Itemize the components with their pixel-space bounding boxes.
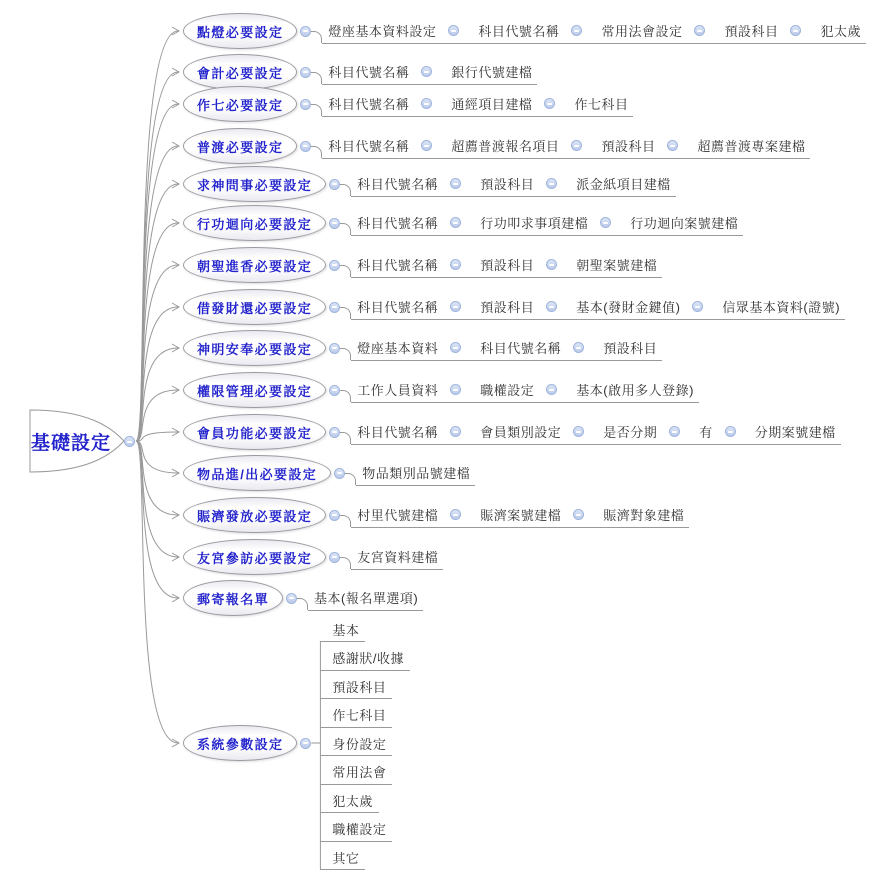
branch-node-label: 系統參數設定 [197, 736, 284, 752]
branch-node-label: 作七必要設定 [197, 97, 284, 113]
branch-node[interactable] [183, 414, 326, 450]
child-node[interactable]: 科目代號名稱 [328, 139, 410, 154]
collapse-icon[interactable] [329, 385, 340, 396]
branch-child-connector [311, 72, 322, 84]
child-node[interactable]: 科目代號名稱 [480, 341, 562, 356]
minus-glyph [576, 514, 581, 516]
collapse-icon[interactable] [450, 342, 461, 353]
collapse-icon[interactable] [790, 25, 801, 36]
child-node[interactable]: 預設科目 [601, 139, 656, 154]
collapse-icon[interactable] [571, 25, 582, 36]
minus-glyph [332, 264, 337, 266]
child-node[interactable]: 信眾基本資料(證號) [722, 300, 841, 315]
branch-children [351, 253, 662, 278]
minus-glyph [332, 431, 337, 433]
collapse-icon[interactable] [667, 140, 678, 151]
minus-glyph [549, 389, 554, 391]
collapse-icon[interactable] [546, 259, 557, 270]
branch-node-label: 友宮參訪必要設定 [197, 550, 313, 566]
branch-child-connector [340, 265, 351, 277]
child-node[interactable]: 作七科目 [320, 703, 392, 728]
branch-child-connector [340, 515, 351, 527]
collapse-icon[interactable] [300, 26, 311, 37]
minus-glyph [424, 103, 429, 105]
minus-glyph [303, 71, 308, 73]
minus-glyph [453, 306, 458, 308]
minus-glyph [549, 264, 554, 266]
branch-node[interactable] [183, 86, 297, 122]
branch-row [183, 247, 662, 283]
branch-node[interactable] [183, 372, 326, 408]
branch-node[interactable] [183, 580, 283, 616]
minus-glyph [574, 145, 579, 147]
minus-glyph [303, 742, 308, 744]
branch-node-label: 行功迴向必要設定 [197, 216, 313, 232]
collapse-icon[interactable] [329, 427, 340, 438]
child-node[interactable]: 分期案號建檔 [754, 425, 836, 440]
minus-glyph [695, 306, 700, 308]
collapse-icon[interactable] [329, 302, 340, 313]
branch-row [183, 725, 311, 761]
child-node[interactable]: 職權設定 [480, 383, 535, 398]
child-node[interactable]: 通經項目建檔 [451, 97, 533, 112]
collapse-icon[interactable] [300, 67, 311, 78]
child-node[interactable]: 科目代號名稱 [328, 97, 410, 112]
child-node[interactable]: 科目代號名稱 [478, 24, 560, 39]
branch-node-label: 會計必要設定 [197, 65, 284, 81]
child-node[interactable]: 賑濟對象建檔 [603, 508, 685, 523]
collapse-icon[interactable] [329, 260, 340, 271]
branch-children [351, 295, 845, 320]
branch-row [183, 128, 810, 164]
minus-glyph [303, 30, 308, 32]
branch-node[interactable] [183, 205, 326, 241]
branch-row [183, 497, 689, 533]
branch-node-label: 郵寄報名單 [197, 591, 270, 607]
minus-glyph [303, 145, 308, 147]
collapse-icon[interactable] [692, 301, 703, 312]
branch-node-label: 賑濟發放必要設定 [197, 508, 313, 524]
minus-glyph [453, 514, 458, 516]
collapse-icon[interactable] [544, 98, 555, 109]
minus-glyph [547, 103, 552, 105]
collapse-icon[interactable] [450, 509, 461, 520]
branch-node-label: 點燈必要設定 [197, 24, 284, 40]
branch-row [183, 86, 633, 122]
branch-child-connector [311, 104, 322, 116]
child-node[interactable]: 基本(啟用多人登錄) [576, 383, 694, 398]
branch-node[interactable] [183, 13, 297, 49]
child-node[interactable]: 身份設定 [320, 731, 392, 756]
minus-glyph [453, 264, 458, 266]
collapse-icon[interactable] [286, 593, 297, 604]
minus-glyph [332, 389, 337, 391]
minus-glyph [337, 472, 342, 474]
branch-children [322, 134, 810, 159]
branch-row [183, 205, 743, 241]
collapse-icon[interactable] [573, 342, 584, 353]
minus-glyph [289, 597, 294, 599]
child-node[interactable]: 村里代號建檔 [357, 508, 439, 523]
child-node[interactable]: 職權設定 [320, 817, 392, 842]
collapse-icon[interactable] [450, 217, 461, 228]
collapse-icon[interactable] [450, 384, 461, 395]
branch-children [351, 420, 841, 445]
branch-child-connector [340, 432, 351, 444]
minus-glyph [793, 30, 798, 32]
collapse-icon[interactable] [300, 738, 311, 749]
child-node[interactable]: 燈座基本資料 [357, 341, 439, 356]
child-node[interactable]: 賑濟案號建檔 [480, 508, 562, 523]
branch-children [356, 461, 475, 486]
minus-glyph [697, 30, 702, 32]
branch-child-connector [311, 146, 322, 158]
collapse-icon[interactable] [573, 426, 584, 437]
collapse-icon[interactable] [421, 66, 432, 77]
branch-row [183, 166, 676, 202]
branch-node[interactable] [183, 497, 326, 533]
branch-node-label: 權限管理必要設定 [197, 383, 313, 399]
collapse-icon[interactable] [450, 426, 461, 437]
child-node[interactable]: 行功叩求事項建檔 [480, 216, 589, 231]
minus-glyph [332, 556, 337, 558]
minus-glyph [303, 103, 308, 105]
minus-glyph [549, 183, 554, 185]
collapse-icon[interactable] [450, 178, 461, 189]
branch-child-connector [340, 184, 351, 196]
branch-node-label: 會員功能必要設定 [197, 425, 313, 441]
branch-row [183, 455, 475, 491]
collapse-icon[interactable] [421, 140, 432, 151]
minus-glyph [728, 431, 733, 433]
branch-node[interactable] [183, 247, 326, 283]
branch-children [351, 378, 699, 403]
branch-node-label: 神明安奉必要設定 [197, 341, 313, 357]
child-node[interactable]: 科目代號名稱 [357, 258, 439, 273]
collapse-icon[interactable] [329, 552, 340, 563]
branch-children [351, 545, 443, 570]
branch-node[interactable] [183, 330, 326, 366]
branch-node-label: 朝聖進香必要設定 [197, 258, 313, 274]
collapse-icon[interactable] [329, 510, 340, 521]
collapse-icon[interactable] [725, 426, 736, 437]
minus-glyph [576, 431, 581, 433]
collapse-icon[interactable] [329, 343, 340, 354]
child-node[interactable]: 有 [699, 425, 713, 440]
branch-children [322, 92, 633, 117]
branch-children [351, 211, 743, 236]
minus-glyph [453, 222, 458, 224]
minus-glyph [451, 30, 456, 32]
collapse-icon[interactable] [448, 25, 459, 36]
child-node[interactable]: 其它 [320, 845, 365, 870]
minus-glyph [574, 30, 579, 32]
branch-node[interactable] [183, 539, 326, 575]
branch-child-connector [340, 557, 351, 569]
collapse-icon[interactable] [546, 178, 557, 189]
collapse-icon[interactable] [334, 468, 345, 479]
branch-row [183, 289, 845, 325]
minus-glyph [424, 71, 429, 73]
branch-node[interactable] [183, 455, 331, 491]
minus-glyph [672, 431, 677, 433]
child-node[interactable]: 常用法會設定 [601, 24, 683, 39]
collapse-icon[interactable] [329, 218, 340, 229]
minus-glyph [453, 431, 458, 433]
branch-node-label: 普渡必要設定 [197, 139, 284, 155]
child-node[interactable]: 物品類別品號建檔 [362, 466, 471, 481]
branch-row [183, 539, 443, 575]
branch-child-connector [340, 390, 351, 402]
minus-glyph [453, 347, 458, 349]
branch-node-label: 求神問事必要設定 [197, 177, 313, 193]
branch-node[interactable] [183, 128, 297, 164]
child-node[interactable]: 銀行代號建檔 [451, 65, 533, 80]
child-node[interactable]: 作七科目 [574, 97, 629, 112]
branch-row [183, 372, 699, 408]
branch-child-connector [340, 307, 351, 319]
child-node[interactable]: 是否分期 [603, 425, 658, 440]
branch-children [322, 19, 866, 44]
minus-glyph [670, 145, 675, 147]
child-node[interactable]: 感謝狀/收據 [320, 646, 410, 671]
collapse-icon[interactable] [669, 426, 680, 437]
minus-glyph [453, 183, 458, 185]
child-node[interactable]: 行功迴向案號建檔 [630, 216, 739, 231]
collapse-icon[interactable] [300, 99, 311, 110]
child-node[interactable]: 科目代號名稱 [357, 216, 439, 231]
branch-child-connector [345, 473, 356, 485]
minus-glyph [332, 347, 337, 349]
child-node[interactable]: 基本 [320, 617, 365, 642]
branch-node[interactable] [183, 166, 326, 202]
child-node[interactable]: 預設科目 [480, 177, 535, 192]
minus-glyph [332, 222, 337, 224]
collapse-icon[interactable] [329, 179, 340, 190]
child-node[interactable]: 友宮資料建檔 [357, 550, 439, 565]
collapse-icon[interactable] [573, 509, 584, 520]
child-node[interactable]: 科目代號名稱 [357, 177, 439, 192]
child-node[interactable]: 科目代號名稱 [328, 65, 410, 80]
collapse-icon[interactable] [450, 259, 461, 270]
collapse-icon[interactable] [571, 140, 582, 151]
minus-glyph [127, 441, 132, 443]
child-node[interactable]: 預設科目 [480, 258, 535, 273]
child-node[interactable]: 科目代號名稱 [357, 300, 439, 315]
collapse-icon[interactable] [600, 217, 611, 228]
child-node[interactable]: 預設科目 [724, 24, 779, 39]
branch-node-label: 物品進/出必要設定 [197, 466, 318, 482]
minus-glyph [576, 347, 581, 349]
branch-row [183, 330, 662, 366]
minus-glyph [332, 183, 337, 185]
child-node[interactable]: 會員類別設定 [480, 425, 562, 440]
child-node[interactable]: 燈座基本資料設定 [328, 24, 437, 39]
branch-row [183, 13, 866, 49]
child-node[interactable]: 超薦普渡報名項目 [451, 139, 560, 154]
child-node[interactable]: 常用法會 [320, 760, 392, 785]
branch-child-connector [340, 348, 351, 360]
child-node[interactable]: 科目代號名稱 [357, 425, 439, 440]
collapse-icon[interactable] [421, 98, 432, 109]
branch-row [183, 580, 423, 616]
child-node[interactable]: 犯太歲 [320, 788, 379, 813]
collapse-icon[interactable] [546, 384, 557, 395]
minus-glyph [603, 222, 608, 224]
child-node[interactable]: 朝聖案號建檔 [576, 258, 658, 273]
branch-children [322, 60, 537, 85]
child-node[interactable]: 預設科目 [480, 300, 535, 315]
branch-row [183, 54, 537, 90]
child-node[interactable]: 基本(發財金鍵值) [576, 300, 681, 315]
collapse-icon[interactable] [124, 436, 135, 447]
branch-node[interactable] [183, 54, 297, 90]
root-node-label: 基礎設定 [31, 432, 112, 454]
branch-row [183, 414, 841, 450]
branch-children [351, 172, 676, 197]
branch-child-connector [340, 223, 351, 235]
branch-children [351, 503, 689, 528]
branch-children [308, 586, 423, 611]
branch-child-connector [311, 31, 322, 43]
minus-glyph [549, 306, 554, 308]
minus-glyph [332, 306, 337, 308]
child-node[interactable]: 預設科目 [320, 674, 392, 699]
collapse-icon[interactable] [300, 141, 311, 152]
collapse-icon[interactable] [450, 301, 461, 312]
child-node[interactable]: 預設科目 [603, 341, 658, 356]
collapse-icon[interactable] [546, 301, 557, 312]
child-node[interactable]: 犯太歲 [820, 24, 861, 39]
child-node[interactable]: 基本(報名單選項) [314, 591, 419, 606]
minus-glyph [453, 389, 458, 391]
root-node[interactable] [28, 407, 128, 475]
branch-children [351, 336, 662, 361]
branch-node[interactable] [183, 289, 326, 325]
branch-node[interactable] [183, 725, 297, 761]
child-node[interactable]: 工作人員資料 [357, 383, 439, 398]
minus-glyph [332, 514, 337, 516]
child-node[interactable]: 超薦普渡專案建檔 [697, 139, 806, 154]
child-node[interactable]: 派金紙項目建檔 [576, 177, 671, 192]
branch-child-connector [297, 598, 308, 610]
minus-glyph [424, 145, 429, 147]
collapse-icon[interactable] [694, 25, 705, 36]
branch-node-label: 借發財還必要設定 [197, 300, 313, 316]
